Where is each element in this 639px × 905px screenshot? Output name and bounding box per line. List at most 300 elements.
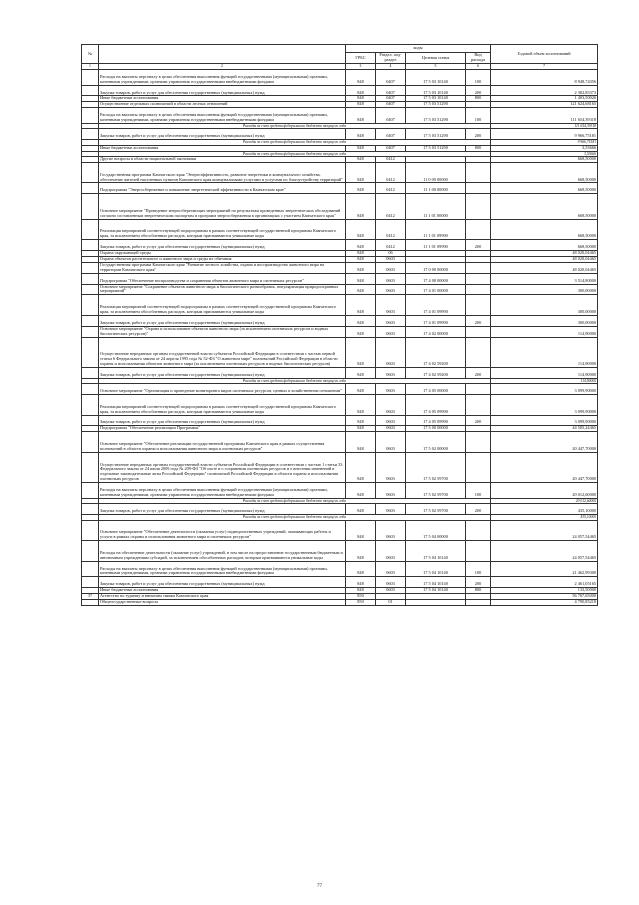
cell-section: 0407 <box>376 70 406 86</box>
cell-sum: 44 505,24465 <box>491 426 598 432</box>
col-number: 5 <box>406 64 466 70</box>
cell-sum: 24 057,54465 <box>491 520 598 541</box>
table-row <box>82 194 598 220</box>
cell-kind: 200 <box>466 85 491 96</box>
table-header <box>82 45 598 70</box>
cell-name: Охрана окружающей среды <box>99 251 346 257</box>
cell-grbs: 848 <box>346 129 376 140</box>
cell-grbs: 848 <box>346 162 376 183</box>
page-number: 77 <box>317 884 322 889</box>
cell-grbs: 848 <box>346 504 376 515</box>
cell-grbs: 848 <box>346 384 376 395</box>
cell-sum: 1 403,50026 <box>491 96 598 102</box>
cell-num <box>82 504 99 515</box>
cell-target: 17 5 04 00000 <box>406 520 466 541</box>
cell-section: 0603 <box>376 315 406 326</box>
cell-sum: 21 462,99300 <box>491 561 598 577</box>
cell-grbs: 848 <box>346 219 376 240</box>
table-row <box>82 432 598 453</box>
cell-grbs: 848 <box>346 257 376 263</box>
table-row <box>82 129 598 140</box>
cell-kind <box>466 194 491 220</box>
cell-num <box>82 326 99 337</box>
col-number: 1 <box>82 64 99 70</box>
cell-name: Реализация мероприятий соответствующей подпрограммы в рамках соответствующей государственной программы Камчатского края, за исключением обособленных расходов, которым присваиваются уникальные коды <box>99 394 346 415</box>
cell-sum: 48 020,04465 <box>491 257 598 263</box>
cell-name: Расходы на выплаты персоналу в целях обеспечения выполнения функций государственными (муниципальными) органами, казенными учреждениями, органами управления государственными внебюджетными фондами <box>99 483 346 499</box>
cell-target: 17 5 04 10140 <box>406 588 466 594</box>
cell-sum: 20 447,70000 <box>491 452 598 482</box>
cell-sum: 20 012,60000 <box>491 483 598 499</box>
cell-num <box>82 108 99 124</box>
cell-name: Основное мероприятие "Сохранение объектов животного мира и биологического разнообразия, популяризация природоохранных мероприятий" <box>99 284 346 295</box>
cell-kind: 800 <box>466 145 491 151</box>
cell-name: Реализация мероприятий соответствующей подпрограммы в рамках соответствующей государственной программы Камчатского края, за исключением обособленных расходов, которым присваиваются уникальные коды <box>99 295 346 316</box>
cell-num <box>82 520 99 541</box>
cell-funding-note: Расходы за счет средств федерального бюджета текущего года <box>99 515 491 520</box>
table-row <box>82 561 598 577</box>
cell-section: 0603 <box>376 588 406 594</box>
cell-kind <box>466 262 491 273</box>
cell-section: 0603 <box>376 273 406 284</box>
cell-num <box>82 577 99 588</box>
cell-section: 0603 <box>376 520 406 541</box>
cell-section: 0603 <box>376 483 406 499</box>
header-target: Целевая статья <box>406 53 466 64</box>
cell-grbs: 848 <box>346 251 376 257</box>
header-name <box>99 45 346 64</box>
cell-sum: 121 624,68165 <box>491 102 598 108</box>
cell-section: 0603 <box>376 326 406 337</box>
cell-section: 0603 <box>376 295 406 316</box>
cell-sum: 3 099,90000 <box>491 384 598 395</box>
table-row <box>82 520 598 541</box>
cell-name: Закупка товаров, работ и услуг для обеспечения государственных (муниципальных) нужд <box>99 415 346 426</box>
cell-name: Подпрограмма "Энергосбережение и повышение энергетической эффективности в Камчатском крае" <box>99 183 346 194</box>
table-row <box>82 284 598 295</box>
cell-grbs: 848 <box>346 108 376 124</box>
cell-name: Реализация мероприятий соответствующей подпрограммы в рамках соответствующей государственной программы Камчатского края, за исключением обособленных расходов, которым присваиваются уникальные коды <box>99 219 346 240</box>
cell-kind: 200 <box>466 129 491 140</box>
cell-target: 11 1 01 09990 <box>406 240 466 251</box>
cell-num <box>82 262 99 273</box>
cell-funding-note: Расходы за счет средств федерального бюджета текущего года <box>99 151 491 156</box>
cell-grbs: 848 <box>346 183 376 194</box>
cell-sum: 8 948,74356 <box>491 70 598 86</box>
cell-sum: 20 012,60000 <box>491 498 598 503</box>
cell-name: Иные бюджетные ассигнования <box>99 145 346 151</box>
table-row <box>82 108 598 124</box>
cell-name: Основное мероприятие "Обеспечение реализации государственной программы Камчатского края в рамках осуществления полномочий в области охраны и использования животного мира и охотничьих ресурсов" <box>99 432 346 453</box>
cell-kind <box>466 452 491 482</box>
cell-sum: 668,50000 <box>491 156 598 162</box>
cell-name: Подпрограмма "Обеспечение реализации Программы" <box>99 426 346 432</box>
cell-sum: 56 767,65000 <box>491 594 598 600</box>
table-row <box>82 326 598 337</box>
cell-section: 0412 <box>376 240 406 251</box>
header-kind: Вид расхода <box>466 53 491 64</box>
cell-grbs: 848 <box>346 432 376 453</box>
cell-name: Расходы на выплаты персоналу в целях обеспечения выполнения функций государственными (муниципальными) органами, казенными учреждениями, органами управления государственными внебюджетными фондами <box>99 108 346 124</box>
cell-section: 01 <box>376 599 406 605</box>
cell-section: 0603 <box>376 394 406 415</box>
cell-target: 17 4 01 00000 <box>406 284 466 295</box>
cell-sum: 2 461,05165 <box>491 577 598 588</box>
cell-section: 0603 <box>376 541 406 562</box>
cell-funding-note: Расходы за счет средств федерального бюджета текущего года <box>99 378 491 383</box>
cell-kind: 100 <box>466 108 491 124</box>
cell-name: Закупка товаров, работ и услуг для обеспечения государственных (муниципальных) нужд <box>99 367 346 378</box>
cell-name: Иные бюджетные ассигнования <box>99 588 346 594</box>
cell-grbs: 848 <box>346 326 376 337</box>
cell-sum: 3 099,90000 <box>491 415 598 426</box>
cell-target: 17 5 02 00000 <box>406 432 466 453</box>
cell-target: 17 5 03 51290 <box>406 129 466 140</box>
cell-section: 0603 <box>376 577 406 588</box>
cell-kind: 200 <box>466 367 491 378</box>
cell-sum: 2 382,85373 <box>491 85 598 96</box>
cell-sum: 300,00000 <box>491 315 598 326</box>
cell-sum: 435,10000 <box>491 504 598 515</box>
table-row <box>82 541 598 562</box>
cell-target: 17 0 00 00000 <box>406 262 466 273</box>
cell-target: 17 5 03 10140 <box>406 70 466 86</box>
cell-section: 0412 <box>376 183 406 194</box>
cell-grbs: 848 <box>346 520 376 541</box>
col-number: 7 <box>491 64 598 70</box>
cell-target: 17 4 05 00000 <box>406 384 466 395</box>
cell-name: Осуществление переданных органам государственной власти субъектов Российской Федерации в соответствии с частью 1 статьи 33 Федерального закона от 24 июля 2009 года № 209-ФЗ "Об охоте и о сохранении охотничьих ресурсов и о внесении изменений в отдельные законодательные акты Российской Федерации" полномочий Российской Федерации в области охраны и использования охотничьих ресурсов <box>99 452 346 482</box>
cell-kind <box>466 284 491 295</box>
cell-num <box>82 240 99 251</box>
cell-sum: 111 654,39318 <box>491 123 598 128</box>
cell-section: 0603 <box>376 262 406 273</box>
table-row <box>82 394 598 415</box>
cell-grbs: 848 <box>346 295 376 316</box>
cell-name: Расходы на выплаты персоналу в целях обеспечения выполнения функций государственными (муниципальными) органами, казенными учреждениями, органами управления государственными внебюджетными фондами <box>99 561 346 577</box>
cell-kind: 100 <box>466 483 491 499</box>
table-row <box>82 262 598 273</box>
cell-grbs: 848 <box>346 273 376 284</box>
cell-section: 0603 <box>376 337 406 367</box>
cell-grbs: 848 <box>346 156 376 162</box>
cell-grbs: 848 <box>346 102 376 108</box>
cell-name: Основное мероприятие "Охрана и использование объектов животного мира (за исключением охотничьих ресурсов и водных биологических ресурсов)" <box>99 326 346 337</box>
cell-sum: 668,50000 <box>491 183 598 194</box>
cell-grbs: 848 <box>346 415 376 426</box>
cell-grbs: 850 <box>346 594 376 600</box>
cell-section: 0407 <box>376 85 406 96</box>
cell-kind <box>466 541 491 562</box>
table-row <box>82 504 598 515</box>
cell-kind <box>466 183 491 194</box>
cell-name: Расходы на обеспечение деятельности (оказание услуг) учреждений, в том числе на предоставление государственным бюджетным и автономным учреждениям субсидий, за исключением обособленных расходов, которым присваиваются уникальные коды <box>99 541 346 562</box>
cell-num <box>82 284 99 295</box>
cell-funding-note: Расходы за счет средств федерального бюджета текущего года <box>99 498 491 503</box>
cell-kind <box>466 295 491 316</box>
cell-target: 17 5 02 59700 <box>406 452 466 482</box>
cell-section: 0603 <box>376 561 406 577</box>
cell-target: 17 5 03 10140 <box>406 96 466 102</box>
cell-section: 0412 <box>376 162 406 183</box>
budget-table <box>81 44 598 606</box>
cell-name: Закупка товаров, работ и услуг для обеспечения государственных (муниципальных) нужд <box>99 129 346 140</box>
cell-sum: 300,00000 <box>491 284 598 295</box>
cell-target: 17 5 03 51290 <box>406 108 466 124</box>
cell-section: 0412 <box>376 156 406 162</box>
cell-grbs: 848 <box>346 577 376 588</box>
cell-num <box>82 162 99 183</box>
cell-kind <box>466 326 491 337</box>
cell-num <box>82 219 99 240</box>
cell-target: 17 5 03 51290 <box>406 145 466 151</box>
cell-sum: 24 057,54465 <box>491 541 598 562</box>
table-row <box>82 183 598 194</box>
cell-grbs: 848 <box>346 541 376 562</box>
cell-grbs: 848 <box>346 262 376 273</box>
cell-sum: 668,50000 <box>491 240 598 251</box>
cell-sum: 111 654,39318 <box>491 108 598 124</box>
cell-section: 06 <box>376 251 406 257</box>
cell-num <box>82 315 99 326</box>
cell-funding-note: Расходы за счет средств федерального бюджета текущего года <box>99 140 491 145</box>
cell-num <box>82 432 99 453</box>
cell-sum: 20 447,70000 <box>491 432 598 453</box>
cell-grbs: 850 <box>346 599 376 605</box>
cell-name: Государственная программа Камчатского края "Развитие лесного хозяйства, охрана и воспроизводство животного мира на территории Камчатского края" <box>99 262 346 273</box>
table-row <box>82 315 598 326</box>
cell-sum: 4 790,85218 <box>491 599 598 605</box>
cell-grbs: 848 <box>346 394 376 415</box>
header-grbs: ГРБС <box>346 53 376 64</box>
cell-name: Расходы на выплаты персоналу в целях обеспечения выполнения функций государственными (муниципальными) органами, казенными учреждениями, органами управления государственными внебюджетными фондами <box>99 70 346 86</box>
cell-target: 11 1 01 09990 <box>406 219 466 240</box>
cell-name: Агентство по туризму и внешним связям Камчатского края <box>99 594 346 600</box>
cell-section: 0603 <box>376 504 406 515</box>
cell-kind <box>466 219 491 240</box>
cell-target: 17 5 02 59700 <box>406 483 466 499</box>
cell-grbs: 848 <box>346 284 376 295</box>
cell-kind: 200 <box>466 577 491 588</box>
cell-target: 17 5 04 10140 <box>406 577 466 588</box>
cell-target: 17 5 02 59700 <box>406 504 466 515</box>
cell-num <box>82 415 99 426</box>
cell-num <box>82 70 99 86</box>
cell-target: 17 5 04 10140 <box>406 541 466 562</box>
cell-section: 0407 <box>376 108 406 124</box>
table-row <box>82 415 598 426</box>
cell-section: 0412 <box>376 194 406 220</box>
cell-kind <box>466 384 491 395</box>
cell-kind <box>466 520 491 541</box>
table-row <box>82 295 598 316</box>
cell-kind <box>466 273 491 284</box>
cell-name: Закупка товаров, работ и услуг для обеспечения государственных (муниципальных) нужд <box>99 315 346 326</box>
cell-section: 0603 <box>376 432 406 453</box>
cell-sum: 114,90000 <box>491 337 598 367</box>
cell-target: 17 4 05 09990 <box>406 394 466 415</box>
cell-section: 0603 <box>376 426 406 432</box>
cell-name: Иные бюджетные ассигнования <box>99 96 346 102</box>
table-row <box>82 337 598 367</box>
header-total: Годовой объем ассигнований <box>491 45 598 64</box>
cell-name: Государственная программа Камчатского края "Энергоэффективность, развитие энергетики и коммунального хозяйства, обеспечение жителей населенных пунктов Камчатского края коммунальными услугами и услугами по благоустройству территорий" <box>99 162 346 183</box>
cell-num <box>82 599 99 605</box>
table-row <box>82 240 598 251</box>
table-body <box>82 70 598 606</box>
cell-grbs: 848 <box>346 367 376 378</box>
cell-section: 0407 <box>376 129 406 140</box>
cell-target: 17 4 01 09990 <box>406 315 466 326</box>
cell-kind: 200 <box>466 504 491 515</box>
cell-sum: 9 966,75181 <box>491 140 598 145</box>
cell-sum: 48 020,04465 <box>491 262 598 273</box>
cell-kind <box>466 162 491 183</box>
cell-sum: 114,90000 <box>491 367 598 378</box>
col-number: 4 <box>376 64 406 70</box>
cell-target: 17 4 05 09990 <box>406 415 466 426</box>
cell-kind: 800 <box>466 588 491 594</box>
col-number: 2 <box>99 64 346 70</box>
cell-target: 17 4 01 09990 <box>406 295 466 316</box>
cell-num <box>82 452 99 482</box>
cell-section: 0603 <box>376 384 406 395</box>
cell-target: 11 1 01 00000 <box>406 194 466 220</box>
cell-target: 17 5 04 10140 <box>406 561 466 577</box>
cell-name: Закупка товаров, работ и услуг для обеспечения государственных (муниципальных) нужд <box>99 85 346 96</box>
cell-name: Закупка товаров, работ и услуг для обеспечения государственных (муниципальных) нужд <box>99 504 346 515</box>
cell-section: 0407 <box>376 145 406 151</box>
cell-target: 17 5 00 00000 <box>406 426 466 432</box>
cell-kind: 100 <box>466 561 491 577</box>
cell-num <box>82 483 99 499</box>
cell-kind <box>466 337 491 367</box>
cell-num <box>82 337 99 367</box>
cell-grbs: 848 <box>346 426 376 432</box>
header-section: Раздел, под-раздел <box>376 53 406 64</box>
cell-grbs: 848 <box>346 588 376 594</box>
cell-kind <box>466 599 491 605</box>
cell-section: 0603 <box>376 367 406 378</box>
cell-name: Общегосударственные вопросы <box>99 599 346 605</box>
cell-section: 0603 <box>376 415 406 426</box>
col-number: 3 <box>346 64 376 70</box>
cell-sum: 668,50000 <box>491 162 598 183</box>
table-row <box>82 85 598 96</box>
cell-name: Основное мероприятие "Обеспечение деятельности (оказания услуг) подведомственных учреждений, оказывающих работы и услуги в рамках охраны и использования животного мира и охотничьих ресурсов" <box>99 520 346 541</box>
table-row <box>82 452 598 482</box>
cell-name: Закупка товаров, работ и услуг для обеспечения государственных (муниципальных) нужд <box>99 240 346 251</box>
cell-num <box>82 367 99 378</box>
cell-section: 0603 <box>376 284 406 295</box>
cell-name: Основное мероприятие "Организация и проведение мониторинга видов охотничьих ресурсов, ценных в хозяйственном отношении" <box>99 384 346 395</box>
cell-section: 0407 <box>376 96 406 102</box>
table-row <box>82 70 598 86</box>
cell-grbs: 848 <box>346 452 376 482</box>
cell-name: Основное мероприятие "Проведение энергосберегающих мероприятий по результатам проведенных энергетических обследований согласно составленным энергетическим паспортам и программ энергосбережения в организациях с участием Камчатского края" <box>99 194 346 220</box>
cell-kind: 200 <box>466 415 491 426</box>
cell-grbs: 848 <box>346 70 376 86</box>
cell-target: 17 5 03 10140 <box>406 85 466 96</box>
cell-target: 17 4 02 59200 <box>406 337 466 367</box>
cell-target: 11 1 00 00000 <box>406 183 466 194</box>
cell-kind: 200 <box>466 315 491 326</box>
cell-sum: 9 966,75181 <box>491 129 598 140</box>
cell-grbs: 848 <box>346 337 376 367</box>
cell-sum: 3,53666 <box>491 145 598 151</box>
col-number: 6 <box>466 64 491 70</box>
cell-grbs: 848 <box>346 240 376 251</box>
table-row <box>82 219 598 240</box>
cell-num <box>82 295 99 316</box>
cell-name: Осуществление переданных органам государственной власти субъектов Российской Федерации в соответствии с частью первой статьи 6 Федерального закона от 24 апреля 1995 года № 52-ФЗ "О животном мире" полномочий Российской Федерации в области охраны и использования объектов животного мира (за исключением охотничьих ресурсов и водных биологических ресурсов) <box>99 337 346 367</box>
cell-sum: 3 514,80000 <box>491 273 598 284</box>
cell-grbs: 848 <box>346 483 376 499</box>
cell-kind: 200 <box>466 240 491 251</box>
table-row <box>82 162 598 183</box>
cell-sum: 668,50000 <box>491 194 598 220</box>
cell-funding-note: Расходы за счет средств федерального бюджета текущего года <box>99 123 491 128</box>
cell-num <box>82 194 99 220</box>
cell-name: Закупка товаров, работ и услуг для обеспечения государственных (муниципальных) нужд <box>99 577 346 588</box>
cell-target: 17 4 02 00000 <box>406 326 466 337</box>
cell-kind: 800 <box>466 96 491 102</box>
cell-num <box>82 183 99 194</box>
cell-name: Осуществление отдельных полномочий в области лесных отношений <box>99 102 346 108</box>
cell-sum: 48 020,04465 <box>491 251 598 257</box>
cell-grbs: 848 <box>346 145 376 151</box>
cell-num <box>82 85 99 96</box>
table-row <box>82 384 598 395</box>
cell-section: 0603 <box>376 257 406 263</box>
cell-num <box>82 394 99 415</box>
cell-grbs: 848 <box>346 85 376 96</box>
cell-section: 0407 <box>376 102 406 108</box>
cell-num <box>82 273 99 284</box>
header-codes: коды <box>346 45 491 53</box>
cell-kind <box>466 394 491 415</box>
cell-kind: 100 <box>466 70 491 86</box>
cell-name: Охрана объектов растительного и животного мира и среды их обитания <box>99 257 346 263</box>
cell-num <box>82 129 99 140</box>
table-row <box>82 273 598 284</box>
cell-target: 17 4 02 59200 <box>406 367 466 378</box>
table-row <box>82 367 598 378</box>
cell-grbs: 848 <box>346 315 376 326</box>
table-row <box>82 483 598 499</box>
header-num: № <box>82 45 99 64</box>
cell-target: 17 4 00 00000 <box>406 273 466 284</box>
cell-sum: 300,00000 <box>491 295 598 316</box>
budget-table-sheet <box>81 44 597 606</box>
cell-num <box>82 384 99 395</box>
cell-sum: 114,90000 <box>491 326 598 337</box>
cell-kind <box>466 432 491 453</box>
cell-sum: 3 099,90000 <box>491 394 598 415</box>
cell-target: 17 5 03 51290 <box>406 102 466 108</box>
cell-name: Подпрограмма "Обеспечение воспроизводства и сохранения объектов животного мира и охотничьих ресурсов" <box>99 273 346 284</box>
table-row <box>82 577 598 588</box>
cell-sum: 133,50000 <box>491 588 598 594</box>
cell-sum: 668,50000 <box>491 219 598 240</box>
cell-section: 0603 <box>376 452 406 482</box>
cell-num: 37 <box>82 594 99 600</box>
cell-sum: 3,53666 <box>491 151 598 156</box>
cell-sum: 114,90000 <box>491 378 598 383</box>
cell-section: 0412 <box>376 219 406 240</box>
cell-grbs: 848 <box>346 96 376 102</box>
cell-grbs: 848 <box>346 194 376 220</box>
